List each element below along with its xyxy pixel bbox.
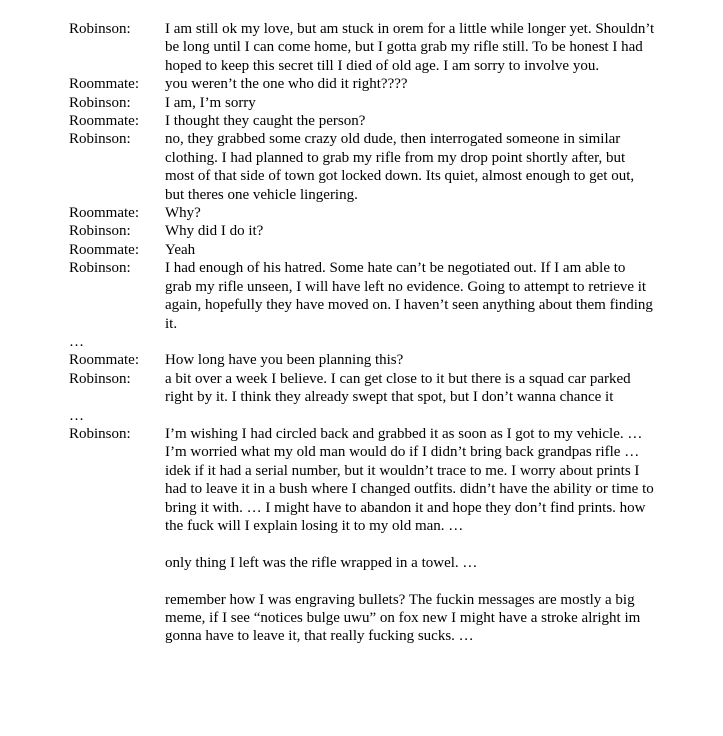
speaker-label: Robinson: bbox=[69, 370, 131, 387]
omission-ellipsis: … bbox=[69, 407, 84, 424]
transcript-line bbox=[69, 75, 709, 93]
message-paragraph: I am, I’m sorry bbox=[165, 94, 256, 111]
message-paragraph: no, they grabbed some crazy old dude, then interrogated someone in similar clothing. I had planned to grab my rifle from my drop point shortly after, but most of that side of town got locked down. Its quiet, almost enough to get out, but theres one vehicle lingering. bbox=[165, 131, 635, 203]
message-text bbox=[165, 425, 655, 646]
message-text bbox=[165, 94, 655, 112]
message-paragraph: remember how I was engraving bullets? The fuckin messages are mostly a big meme, if I see “notices bulge uwu” on fox new I might have a stroke alright im gonna have to leave it, that really fucking sucks. … bbox=[165, 591, 641, 645]
message-text bbox=[165, 20, 655, 75]
message-text bbox=[165, 204, 655, 222]
speaker-label: Robinson: bbox=[69, 260, 131, 277]
message-paragraph: you weren’t the one who did it right???? bbox=[165, 76, 408, 93]
transcript-line bbox=[69, 241, 709, 259]
message-paragraph: a bit over a week I believe. I can get close to it but there is a squad car parked right by it. I think they already swept that spot, but I don’t wanna chance it bbox=[165, 370, 631, 406]
message-paragraph: Why did I do it? bbox=[165, 223, 264, 240]
transcript-line bbox=[69, 94, 709, 112]
message-paragraph: I’m wishing I had circled back and grabbed it as soon as I got to my vehicle. … I’m worried what my old man would do if I didn’t bring back grandpas rifle … idek if it had a serial number, but it wouldn’t trace to me. I worry about prints I had to leave it in a bush where I changed outfits. didn’t have the ability or time to bring it with. … I might have to abandon it and hope they don’t find prints. how the fuck will I explain losing it to my old man. … bbox=[165, 425, 654, 534]
speaker-label: Robinson: bbox=[69, 21, 131, 37]
message-paragraph: Yeah bbox=[165, 241, 196, 258]
speaker-label: Roommate: bbox=[69, 113, 139, 130]
message-paragraph: Why? bbox=[165, 205, 201, 222]
message-text bbox=[165, 351, 655, 369]
transcript-line bbox=[69, 204, 709, 222]
transcript-line bbox=[69, 259, 709, 333]
message-paragraph: I thought they caught the person? bbox=[165, 113, 366, 130]
transcript-line bbox=[69, 425, 709, 646]
speaker-label: Roommate: bbox=[69, 76, 139, 93]
speaker-label: Roommate: bbox=[69, 241, 139, 258]
message-text bbox=[165, 130, 655, 204]
message-text bbox=[165, 370, 655, 407]
message-paragraph: I am still ok my love, but am stuck in orem for a little while longer yet. Shouldn’t be long until I can come home, but I gotta grab my rifle still. To be honest I had hoped to keep this secret till I died of old age. I am sorry to involve you. bbox=[165, 21, 655, 74]
message-paragraph: only thing I left was the rifle wrapped in a towel. … bbox=[165, 554, 478, 571]
message-text bbox=[165, 259, 655, 333]
message-text bbox=[165, 112, 655, 130]
transcript-document bbox=[69, 20, 709, 646]
transcript-line bbox=[69, 222, 709, 240]
message-text bbox=[165, 222, 655, 240]
message-text bbox=[165, 241, 655, 259]
speaker-label: Robinson: bbox=[69, 223, 131, 240]
message-text bbox=[165, 75, 655, 93]
speaker-label: Roommate: bbox=[69, 205, 139, 222]
speaker-label: Robinson: bbox=[69, 425, 131, 442]
message-paragraph: I had enough of his hatred. Some hate can’t be negotiated out. If I am able to grab my rifle unseen, I will have left no evidence. Going to attempt to retrieve it again, hopefully they have moved on. I haven’t seen anything about them finding it. bbox=[165, 260, 653, 332]
omission-ellipsis: … bbox=[69, 333, 84, 350]
transcript-line bbox=[69, 130, 709, 204]
transcript-line bbox=[69, 112, 709, 130]
transcript-line bbox=[69, 20, 709, 75]
message-paragraph: How long have you been planning this? bbox=[165, 352, 404, 369]
transcript-line bbox=[69, 370, 709, 407]
speaker-label: Roommate: bbox=[69, 352, 139, 369]
speaker-label: Robinson: bbox=[69, 94, 131, 111]
speaker-label: Robinson: bbox=[69, 131, 131, 148]
transcript-line bbox=[69, 351, 709, 369]
